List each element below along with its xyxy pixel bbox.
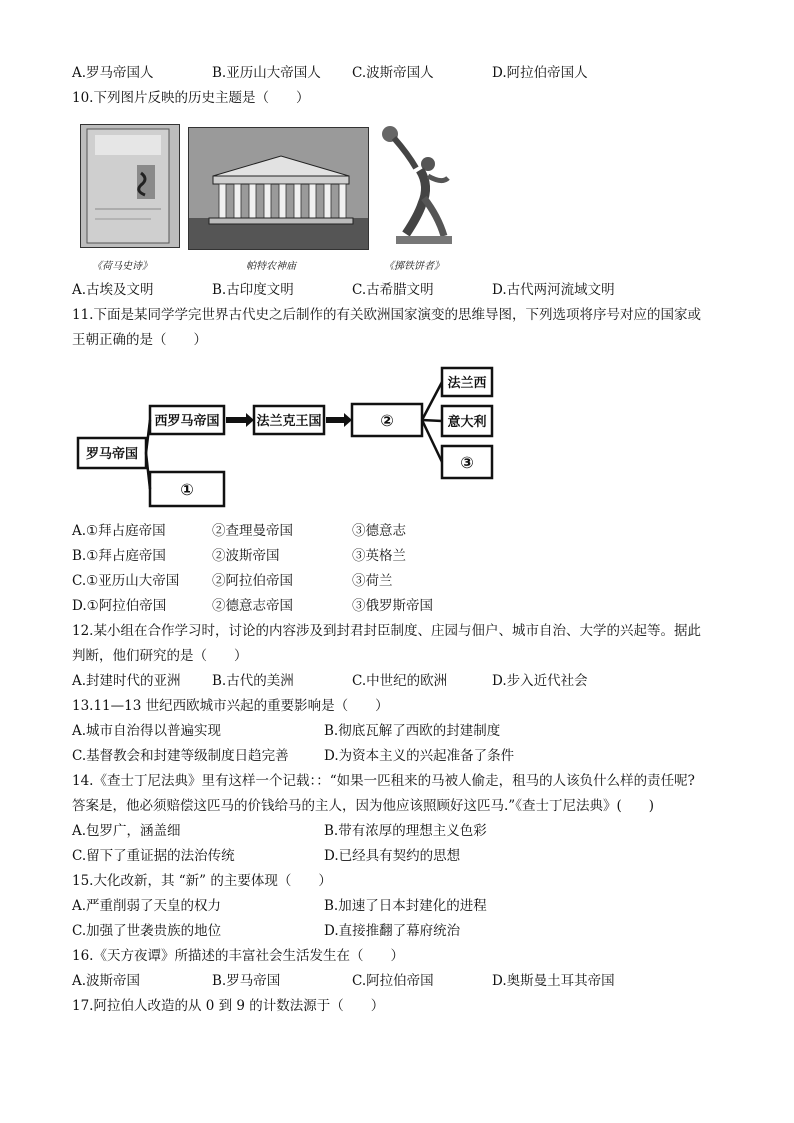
q15-option-a: A.严重削弱了天皇的权力 [72, 898, 222, 914]
europe-mind-map [70, 362, 510, 512]
discobolus-image [378, 124, 460, 246]
caption-discobolus: 《掷铁饼者》 [384, 261, 444, 272]
q13-option-c: C.基督教会和封建等级制度日趋完善 [72, 748, 289, 764]
q11-option-c-2: ②阿拉伯帝国 [212, 573, 293, 589]
q16-option-b: B.罗马帝国 [212, 973, 281, 989]
q14-option-c: C.留下了重证据的法治传统 [72, 848, 235, 864]
q14-stem-line2: 答案是，他必须赔偿这匹马的价钱给马的主人，因为他应该照顾好这匹马.”《查士丁尼法典》( ) [72, 798, 654, 814]
label-west-roman-empire: 西罗马帝国 [154, 414, 220, 429]
q16-stem: 16.《天方夜谭》所描述的丰富社会生活发生在（ ） [72, 948, 404, 964]
q9-option-b: B.亚历山大帝国人 [212, 65, 321, 81]
q12-stem-line2: 判断，他们研究的是（ ） [72, 648, 248, 664]
q14-stem-line1: 14.《查士丁尼法典》里有这样一个记载：：“如果一匹租来的马被人偷走，租马的人该负什么样的责任呢? [72, 773, 695, 789]
q12-option-c: C.中世纪的欧洲 [352, 673, 448, 689]
q11-option-a-1: A.①拜占庭帝国 [72, 523, 166, 539]
q15-option-d: D.直接推翻了幕府统治 [324, 923, 461, 939]
q12-option-d: D.步入近代社会 [492, 673, 588, 689]
q11-option-d-3: ③俄罗斯帝国 [352, 598, 433, 614]
label-roman-empire: 罗马帝国 [85, 447, 139, 462]
q15-stem: 15.大化改新，其 “新” 的主要体现（ ） [72, 873, 332, 889]
label-france: 法兰西 [447, 376, 487, 391]
q11-option-d-1: D.①阿拉伯帝国 [72, 598, 167, 614]
q14-option-a: A.包罗广，涵盖细 [72, 823, 181, 839]
label-n2: ② [380, 411, 394, 430]
label-italy: 意大利 [447, 415, 487, 430]
q15-option-b: B.加速了日本封建化的进程 [324, 898, 487, 914]
q14-option-b: B.带有浓厚的理想主义色彩 [324, 823, 487, 839]
q11-option-b-1: B.①拜占庭帝国 [72, 548, 166, 564]
q10-option-c: C.古希腊文明 [352, 282, 434, 298]
q11-option-c-1: C.①亚历山大帝国 [72, 573, 180, 589]
q9-option-a: A.罗马帝国人 [72, 65, 154, 81]
q16-option-a: A.波斯帝国 [72, 973, 141, 989]
q13-stem: 13.11—13 世纪西欧城市兴起的重要影响是（ ） [72, 698, 389, 714]
q10-option-d: D.古代两河流域文明 [492, 282, 615, 298]
q15-option-c: C.加强了世袭贵族的地位 [72, 923, 222, 939]
q13-option-b: B.彻底瓦解了西欧的封建制度 [324, 723, 501, 739]
q11-option-c-3: ③荷兰 [352, 573, 393, 589]
homer-epic-book-image [80, 124, 180, 248]
q11-stem-line1: 11.下面是某同学学完世界古代史之后制作的有关欧洲国家演变的思维导图，下列选项将序号对应的国家或 [72, 307, 701, 323]
q9-option-d: D.阿拉伯帝国人 [492, 65, 588, 81]
q12-option-b: B.古代的美洲 [212, 673, 294, 689]
q10-option-a: A.古埃及文明 [72, 282, 154, 298]
q11-option-b-2: ②波斯帝国 [212, 548, 280, 564]
q11-stem-line2: 王朝正确的是（ ） [72, 332, 207, 348]
q10-stem: 10.下列图片反映的历史主题是（ ） [72, 90, 310, 106]
q17-stem: 17.阿拉伯人改造的从 0 到 9 的计数法源于（ ） [72, 998, 385, 1014]
q12-stem-line1: 12.某小组在合作学习时，讨论的内容涉及到封君封臣制度、庄园与佃户、城市自治、大学的兴起等。据此 [72, 623, 701, 639]
q13-option-a: A.城市自治得以普遍实现 [72, 723, 222, 739]
q11-option-b-3: ③英格兰 [352, 548, 406, 564]
q9-option-c: C.波斯帝国人 [352, 65, 434, 81]
q14-option-d: D.已经具有契约的思想 [324, 848, 461, 864]
q13-option-d: D.为资本主义的兴起准备了条件 [324, 748, 515, 764]
q12-option-a: A.封建时代的亚洲 [72, 673, 181, 689]
q16-option-d: D.奥斯曼土耳其帝国 [492, 973, 615, 989]
q10-option-b: B.古印度文明 [212, 282, 294, 298]
label-n3: ③ [460, 453, 474, 472]
q11-option-d-2: ②德意志帝国 [212, 598, 293, 614]
q11-option-a-2: ②查理曼帝国 [212, 523, 293, 539]
label-frank-kingdom: 法兰克王国 [256, 414, 322, 429]
caption-parthenon: 帕特农神庙 [246, 261, 296, 272]
q11-option-a-3: ③德意志 [352, 523, 406, 539]
caption-homer-epic: 《荷马史诗》 [92, 261, 152, 272]
parthenon-image [188, 127, 369, 250]
q16-option-c: C.阿拉伯帝国 [352, 973, 434, 989]
label-n1: ① [180, 480, 194, 499]
